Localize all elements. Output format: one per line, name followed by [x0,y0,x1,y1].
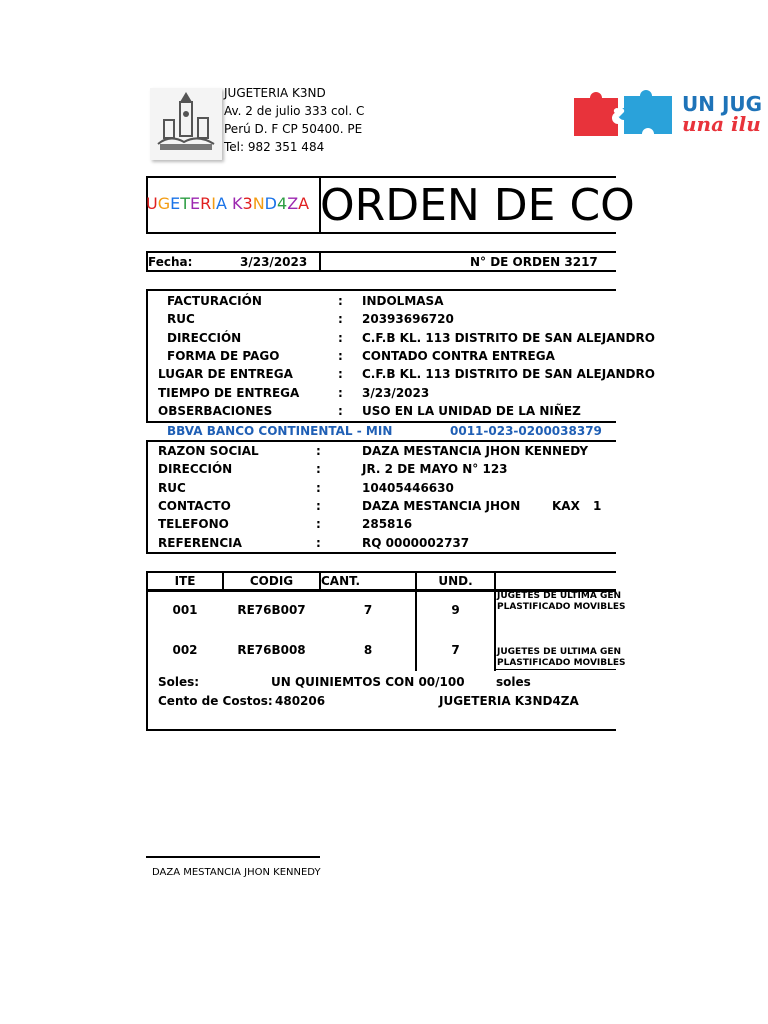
company-phone: Tel: 982 351 484 [224,140,325,154]
billing-label-forma-pago: FORMA DE PAGO [167,349,280,363]
billing-label-tiempo-entrega: TIEMPO DE ENTREGA [158,386,300,400]
company-address-line2: Perú D. F CP 50400. PE [224,122,363,136]
billing-label-observaciones: OBSERBACIONES [158,404,273,418]
document-body: UGETERIA K3ND4ZA ORDEN DE CO Fecha: 3/23/2023 N° DE ORDEN 3217 FACTURACIÓN RUC DIRECCIÓN FORMA DE PAGO LUGAR DE ENTREGA TIEMPO DE ENTREGA OBSERBACIONES : : : : : : : INDOLMASA 20393696720 C.F.B KL. 113 DISTRITO DE SAN ALEJANDRO CONTADO CONTRA ENTREGA C.F.B KL. 113 DISTRITO DE SAN ALEJANDRO 3/23/2023 USO EN LA UNIDAD DE LA NIÑEZ BBVA BANCO CONTINENTAL - MIN 0011-023-0200038379 RAZON SOCIAL DIRECCIÓN RUC CONTACTO TELEFONO REFERENCIA : : : : : : DAZA MESTANCIA JHON KENNEDY JR. 2 DE MAYO N° 123 10405446630 DAZA MESTANCIA JHON KAX 1 285816 RQ 0000002737 ITE CODIG CANT. UND. 001 RE76B007 7 9 JUGETES DE ULTIMA GEN PLASTIFICADO MOVIBLES 002 RE76B008 8 7 JUGETES DE ULTIMA GEN PLASTIFICADO MOVIBLES Soles: UN QUINIEMTOS CON 00/100 soles Cento de Costos: 480206 JUGETERIA K3ND4ZA DAZA MESTANCIA JHON KENNEDY [0,0,616,1024]
supplier-value-referencia: RQ 0000002737 [362,536,470,550]
table-row-2-qty: 8 [363,643,373,657]
billing-label-lugar-entrega: LUGAR DE ENTREGA [158,367,293,381]
table-row-2-code: RE76B008 [237,643,306,657]
billing-value-forma-pago: CONTADO CONTRA ENTREGA [362,349,555,363]
supplier-value-telefono: 285816 [362,517,413,531]
billing-value-observaciones: USO EN LA UNIDAD DE LA NIÑEZ [362,404,581,418]
supplier-label-direccion: DIRECCIÓN [158,462,233,476]
billing-value-lugar-entrega: C.F.B KL. 113 DISTRITO DE SAN ALEJANDRO [362,367,655,381]
cost-center-name: JUGETERIA K3ND4ZA [439,694,579,708]
th-unit: UND. [438,574,473,588]
brand-text-colored: UGETERIA K3ND4ZA [146,194,310,213]
company-address-line1: Av. 2 de julio 333 col. C [224,104,365,118]
supplier-value-razon-social: DAZA MESTANCIA JHON KENNEDY [362,444,589,458]
date-value: 3/23/2023 [240,255,308,269]
bank-account: 0011-023-0200038379 [450,424,602,438]
supplier-label-referencia: REFERENCIA [158,536,242,550]
soles-label: Soles: [158,675,200,689]
supplier-label-contacto: CONTACTO [158,499,231,513]
currency-label: soles [496,675,531,689]
company-name: JUGETERIA K3ND [224,86,326,100]
brand-text [146,194,318,213]
table-row-1-desc1: JUGETES DE ULTIMA GEN [497,591,622,601]
table-row-2-unit: 7 [451,643,460,657]
amount-in-words: UN QUINIEMTOS CON 00/100 [271,675,465,689]
supplier-value-contacto: DAZA MESTANCIA JHON [362,499,521,513]
billing-value-tiempo-entrega: 3/23/2023 [362,386,430,400]
billing-value-direccion: C.F.B KL. 113 DISTRITO DE SAN ALEJANDRO [362,331,655,345]
banner-text-line2: una ilu [682,112,761,136]
billing-label-ruc: RUC [167,312,195,326]
supplier-value-ruc: 10405446630 [362,481,454,495]
supplier-label-ruc: RUC [158,481,186,495]
cost-center-value: 480206 [275,694,326,708]
supplier-label-telefono: TELEFONO [158,517,229,531]
th-code: CODIG [249,574,294,588]
supplier-value-direccion: JR. 2 DE MAYO N° 123 [362,462,508,476]
signature-name: DAZA MESTANCIA JHON KENNEDY [152,867,321,878]
signature-line [146,856,320,858]
cost-center-label: Cento de Costos: [158,694,273,708]
table-row-1-code: RE76B007 [237,603,306,617]
order-number: N° DE ORDEN 3217 [470,255,598,269]
table-row-2-item: 002 [172,643,198,657]
th-qty: CANT. [321,574,361,588]
table-row-1-qty: 7 [363,603,373,617]
table-row-1-unit: 9 [451,603,460,617]
billing-value-facturacion: INDOLMASA [362,294,444,308]
billing-label-direccion: DIRECCIÓN [167,331,242,345]
billing-value-ruc: 20393696720 [362,312,454,326]
banner-text-line1: UN JUG [682,92,763,116]
date-label: Fecha: [148,255,193,269]
table-row-2-desc1: JUGETES DE ULTIMA GEN [497,647,622,657]
bank-name: BBVA BANCO CONTINENTAL - MIN [167,424,393,438]
table-row-1-desc2: PLASTIFICADO MOVIBLES [497,602,626,612]
billing-label-facturacion: FACTURACIÓN [167,294,262,308]
document-title: ORDEN DE CO [320,180,635,231]
table-row-1-item: 001 [172,603,198,617]
supplier-label-razon-social: RAZON SOCIAL [158,444,259,458]
contact-num: 1 [593,499,602,513]
contact-code: KAX [552,499,580,513]
table-row-2-desc2: PLASTIFICADO MOVIBLES [497,658,626,668]
th-item: ITE [174,574,196,588]
